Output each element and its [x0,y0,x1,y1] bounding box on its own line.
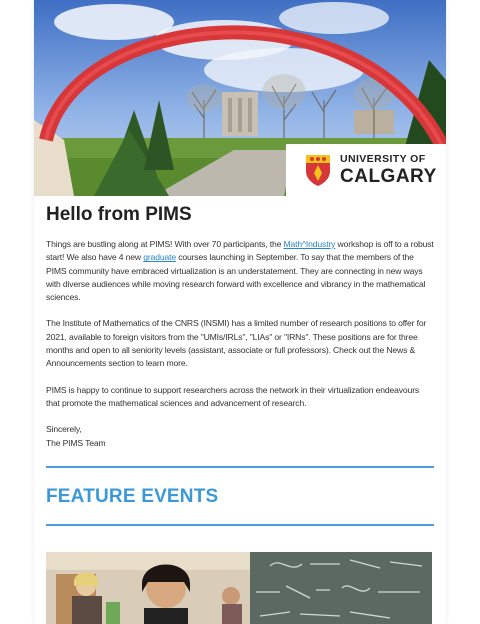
divider-bottom [46,524,434,526]
event-photo-blackboard[interactable] [250,552,432,624]
blackboard-photo [250,552,432,624]
intro-text-b: workshop is off to a robust start! We also have 4 new [46,239,434,263]
insmi-paragraph: The Institute of Mathematics of the CNRS (INSMI) has a limited number of research positions to offer for 2021, available to foreign visitors from the "UMIs/IRLs", "LIAs" or "IRNs". These positions are for three months and open to all seniority levels (assistant, associate or full professors). Check out the News & Announcements section to learn more. [46,318,427,369]
logo-line-university: UNIVERSITY OF [340,153,426,166]
greeting-title: Hello from PIMS [46,204,192,225]
feature-events-photos [46,552,432,624]
logo-line-calgary: CALGARY [340,165,437,187]
newsletter-content [46,196,434,526]
signature-text: The PIMS Team [46,437,106,448]
graduate-link[interactable]: graduate [143,252,176,263]
students-photo [46,552,250,624]
intro-text-a: Things are bustling along at PIMS! With over 70 participants, the [46,239,284,249]
math-industry-link[interactable]: Math^Industry [283,239,336,249]
intro-text-c: courses launching in September. To say that the members of the PIMS community have embraced virtualization is an understatement. They are connecting in new ways with diverse audiences while moving research forward with excellence and vibrancy in the mathematical sciences. [46,252,426,303]
feature-events-title: FEATURE EVENTS [46,485,219,507]
divider-top [46,466,434,468]
newsletter-frame [34,0,446,624]
university-crest-icon [304,153,332,187]
event-photo-students[interactable] [46,552,250,624]
university-logo [286,144,446,196]
intro-paragraph [46,238,434,304]
support-paragraph: PIMS is happy to continue to support researchers across the network in their virtualization endeavours that promote the mathematical sciences and advancement of research. [46,384,420,408]
hero-image [34,0,446,196]
closing-text: Sincerely, [46,424,82,435]
closing-block [46,423,434,450]
